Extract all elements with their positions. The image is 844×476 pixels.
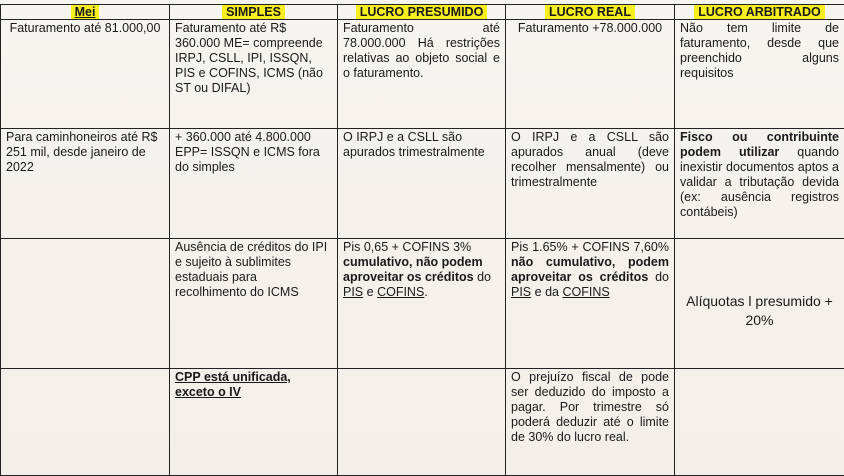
- tax-regime-table: [0, 4, 844, 476]
- header-lucro-real: LUCRO REAL: [506, 5, 675, 20]
- cell-mei-empty-2: [1, 368, 170, 475]
- table-row: [1, 368, 844, 475]
- cell-arbitrado-uso: [675, 129, 844, 239]
- cell-real-pis-cofins: [506, 239, 675, 368]
- table-row: [1, 20, 844, 129]
- cell-real-prejuizo: O prejuízo fiscal de pode ser deduzido do imposto a pagar. Por trimestre só poderá deduzir até o limite de 30% do lucro real.: [506, 368, 675, 475]
- presumido-pis-link: PIS: [343, 285, 364, 300]
- header-simples: SIMPLES: [170, 5, 338, 20]
- table-row: [1, 129, 844, 239]
- cell-mei-faturamento: Faturamento até 81.000,00: [1, 20, 170, 129]
- presumido-period: .: [424, 285, 428, 300]
- cell-simples-creditos: Ausência de créditos do IPI e sujeito à sublimites estaduais para recolhimento do ICMS: [170, 239, 338, 368]
- cell-arbitrado-faturamento: Não tem limite de faturamento, desde que preenchido alguns requisitos: [675, 20, 844, 129]
- cell-simples-epp: + 360.000 até 4.800.000 EPP= ISSQN e ICMS fora do simples: [170, 129, 338, 239]
- cell-real-faturamento: Faturamento +78.000.000: [506, 20, 675, 129]
- cell-simples-cpp: CPP está unificada, exceto o IV: [170, 368, 338, 475]
- cell-mei-caminhoneiros: Para caminhoneiros até R$ 251 mil, desde janeiro de 2022: [1, 129, 170, 239]
- arbitrado-bold-text: Fisco ou contribuinte podem utilizar: [680, 130, 839, 160]
- real-cofins-link: COFINS: [562, 285, 610, 300]
- cell-arbitrado-aliquotas: Alíquotas l presumido + 20%: [675, 239, 844, 368]
- presumido-cofins-link: COFINS: [377, 285, 425, 300]
- cell-presumido-faturamento: Faturamento até 78.000.000 Há restrições relativas ao objeto social e o faturamento.: [338, 20, 506, 129]
- real-pis-link: PIS: [511, 285, 532, 300]
- header-mei: Mei: [1, 5, 170, 20]
- real-e-da: e da: [534, 285, 559, 300]
- header-row: [1, 5, 844, 20]
- cell-mei-empty: [1, 239, 170, 368]
- real-nao-cumulativo: não cumulativo, podem aproveitar os créditos: [511, 255, 669, 285]
- presumido-cumulativo: cumulativo, não podem aproveitar os créditos: [343, 255, 483, 285]
- header-lucro-arbitrado: LUCRO ARBITRADO: [675, 5, 844, 20]
- presumido-do: do: [477, 270, 491, 285]
- cell-presumido-empty: [338, 368, 506, 475]
- cell-presumido-pis-cofins: [338, 239, 506, 368]
- cell-presumido-apuracao: O IRPJ e a CSLL são apurados trimestralmente: [338, 129, 506, 239]
- cell-arbitrado-empty: [675, 368, 844, 475]
- cell-real-apuracao: O IRPJ e a CSLL são apurados anual (deve recolher mensalmente) ou trimestralmente: [506, 129, 675, 239]
- real-rates: Pis 1.65% + COFINS 7,60%: [511, 240, 669, 255]
- presumido-e: e: [366, 285, 374, 300]
- cell-simples-faturamento: Faturamento até R$ 360.000 ME= compreende IRPJ, CSLL, IPI, ISSQN, PIS e COFINS, ICMS (não ST ou DIFAL): [170, 20, 338, 129]
- arbitrado-rest-text: quando inexistir documentos aptos a validar a tributação devida (ex: ausência registros contábeis): [680, 145, 839, 220]
- header-lucro-presumido: LUCRO PRESUMIDO: [338, 5, 506, 20]
- real-do: do: [655, 270, 669, 285]
- table-row: [1, 239, 844, 368]
- presumido-rates: Pis 0,65 + COFINS 3%: [343, 240, 472, 255]
